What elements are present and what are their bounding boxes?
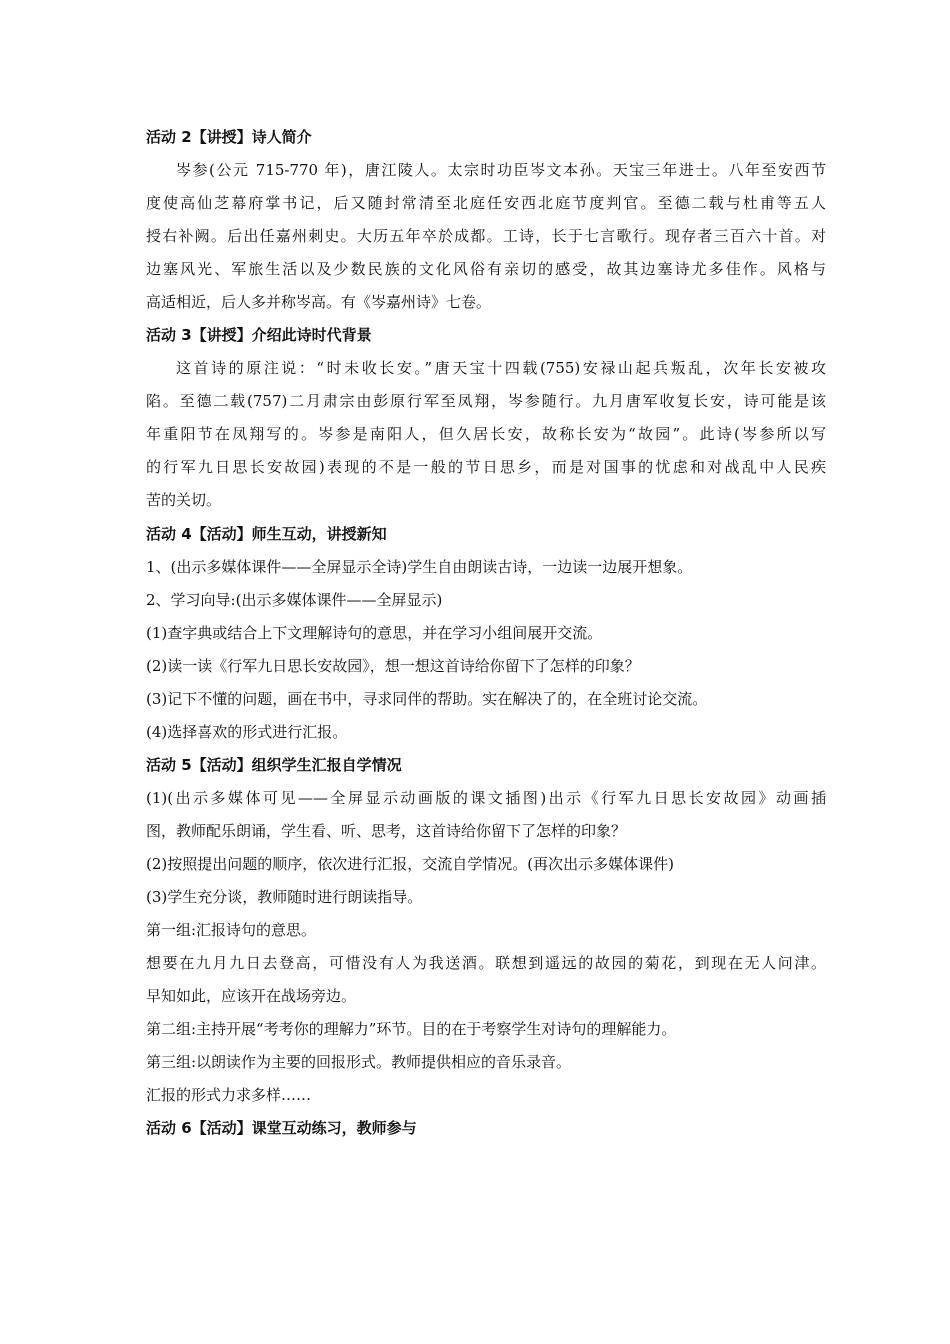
list-item: 1、(出示多媒体课件——全屏显示全诗)学生自由朗读古诗，一边读一边展开想象。 (146, 558, 693, 576)
list-item: 第三组:以朗读作为主要的回报形式。教师提供相应的音乐录音。 (146, 1053, 572, 1071)
section-heading-activity-4: 活动 4【活动】师生互动，讲授新知 (146, 525, 387, 543)
list-item: 汇报的形式力求多样…… (146, 1086, 312, 1104)
paragraph-line: 苦的关切。 (146, 491, 222, 509)
paragraph-line: 岑参(公元 715-770 年)，唐江陵人。太宗时功臣岑文本孙。天宝三年进士。八年至安西节 (176, 161, 826, 179)
paragraph-line: 高适相近，后人多并称岑高。有《岑嘉州诗》七卷。 (146, 293, 492, 311)
section-heading-activity-2: 活动 2【讲授】诗人简介 (146, 128, 312, 146)
list-item: 第一组:汇报诗句的意思。 (146, 921, 317, 939)
section-heading-activity-5: 活动 5【活动】组织学生汇报自学情况 (146, 756, 402, 774)
paragraph-line: 的行军九日思长安故园)表现的不是一般的节日思乡，而是对国事的忧虑和对战乱中人民疾 (146, 458, 826, 476)
paragraph-line: 陷。至德二载(757)二月肃宗由彭原行军至凤翔，岑参随行。九月唐军收复长安，诗可能是该 (146, 392, 826, 410)
list-item: (3)学生充分谈，教师随时进行朗读指导。 (146, 888, 423, 906)
list-item: 早知如此，应该开在战场旁边。 (146, 987, 357, 1005)
list-item: (1)(出示多媒体可见——全屏显示动画版的课文插图)出示《行军九日思长安故园》动画插 (146, 789, 826, 807)
list-item: 图，教师配乐朗诵，学生看、听、思考，这首诗给你留下了怎样的印象？ (146, 822, 627, 840)
paragraph-line: 授右补阙。后出任嘉州刺史。大历五年卒於成都。工诗，长于七言歌行。现存者三百六十首。对 (146, 227, 826, 245)
section-heading-activity-3: 活动 3【讲授】介绍此诗时代背景 (146, 326, 372, 344)
list-item: 2、学习向导:(出示多媒体课件——全屏显示) (146, 591, 443, 609)
list-item: (1)查字典或结合上下文理解诗句的意思，并在学习小组间展开交流。 (146, 624, 603, 642)
list-item: (3)记下不懂的问题，画在书中，寻求同伴的帮助。实在解决了的，在全班讨论交流。 (146, 690, 708, 708)
list-item: (2)读一读《行军九日思长安故园》，想一想这首诗给你留下了怎样的印象？ (146, 657, 640, 675)
section-heading-activity-6: 活动 6【活动】课堂互动练习，教师参与 (146, 1119, 417, 1137)
list-item: 第二组:主持开展“考考你的理解力”环节。目的在于考察学生对诗句的理解能力。 (146, 1020, 677, 1038)
list-item: 想要在九月九日去登高，可惜没有人为我送酒。联想到遥远的故园的菊花，到现在无人问津。 (146, 954, 826, 972)
paragraph-line: 年重阳节在凤翔写的。岑参是南阳人，但久居长安，故称长安为“故园”。此诗(岑参所以写 (146, 425, 826, 443)
list-item: (2)按照提出问题的顺序，依次进行汇报，交流自学情况。(再次出示多媒体课件) (146, 855, 674, 873)
paragraph-line: 这首诗的原注说：“时未收长安。”唐天宝十四载(755)安禄山起兵叛乱，次年长安被攻 (176, 359, 826, 377)
paragraph-line: 边塞风光、军旅生活以及少数民族的文化风俗有亲切的感受，故其边塞诗尤多佳作。风格与 (146, 260, 826, 278)
list-item: (4)选择喜欢的形式进行汇报。 (146, 723, 348, 741)
paragraph-line: 度使高仙芝幕府掌书记，后又随封常清至北庭任安西北庭节度判官。至德二载与杜甫等五人 (146, 194, 826, 212)
